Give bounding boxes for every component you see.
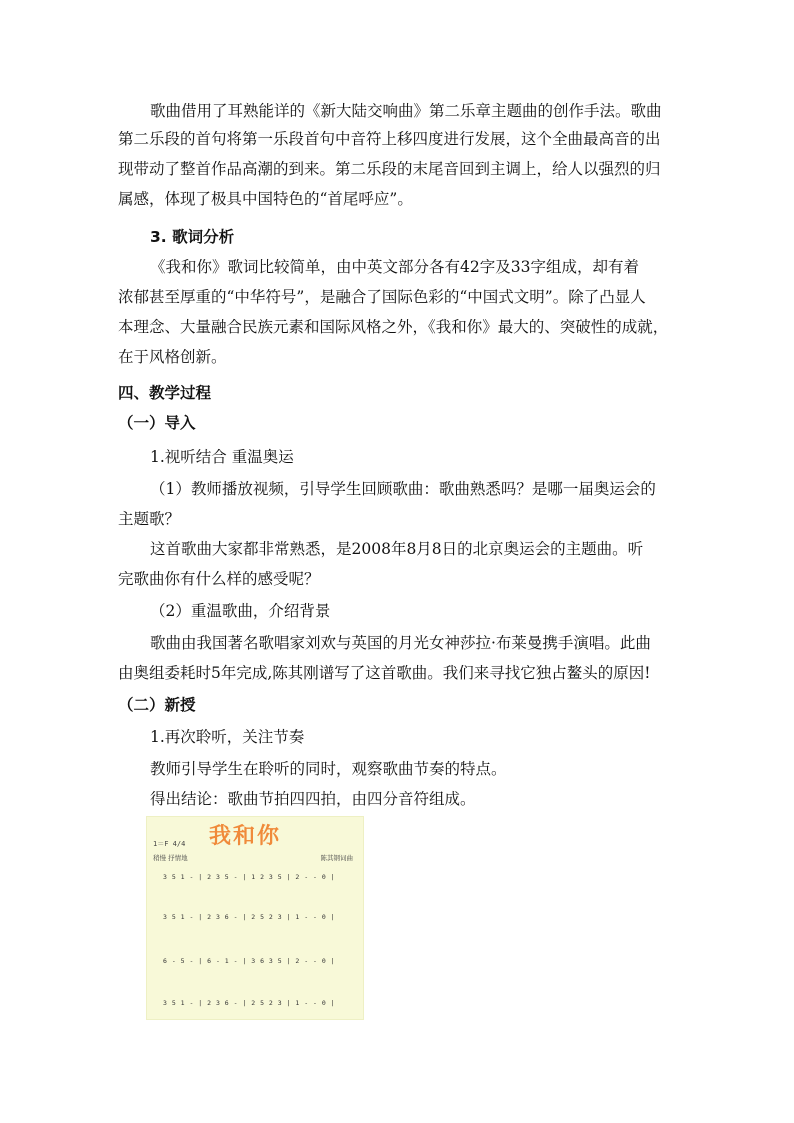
paragraph-line: （1）教师播放视频，引导学生回顾歌曲：歌曲熟悉吗？是哪一届奥运会的 (150, 480, 656, 498)
paragraph-line: （2）重温歌曲，介绍背景 (150, 602, 331, 620)
paragraph-line: 由奥组委耗时5年完成,陈其刚谱写了这首歌曲。我们来寻找它独占鳌头的原因! (118, 664, 651, 682)
paragraph-line: 这首歌曲大家都非常熟悉，是2008年8月8日的北京奥运会的主题曲。听 (150, 540, 644, 558)
paragraph-line: 浓郁甚至厚重的“中华符号”，是融合了国际色彩的“中国式文明”。除了凸显人 (118, 288, 646, 306)
paragraph-line: 主题歌？ (118, 510, 181, 528)
paragraph-line: 《我和你》歌词比较简单，由中英文部分各有42字及33字组成，却有着 (150, 258, 639, 276)
paragraph-line: 属感，体现了极具中国特色的“首尾呼应”。 (118, 190, 413, 208)
paragraph-line: 歌曲由我国著名歌唱家刘欢与英国的月光女神莎拉·布莱曼携手演唱。此曲 (150, 634, 651, 652)
subsection-heading: （一）导入 (118, 414, 196, 432)
paragraph-line: 完歌曲你有什么样的感受呢？ (118, 570, 320, 588)
subsection-heading: （二）新授 (118, 696, 196, 714)
score-row: 3 5 1 - | 2 3 6 - | 2 5 2 3 | 1 - - 0 | (163, 999, 336, 1007)
score-key-signature: 1＝F 4/4 (153, 840, 186, 848)
score-tempo: 稍慢 抒情地 (153, 854, 188, 862)
section-heading: 四、教学过程 (118, 384, 212, 402)
paragraph-line: 得出结论：歌曲节拍四四拍，由四分音符组成。 (150, 790, 476, 808)
paragraph-line: 1.再次聆听，关注节奏 (150, 728, 305, 746)
paragraph-line: 第二乐段的首句将第一乐段首句中音符上移四度进行发展，这个全曲最高音的出 (118, 130, 661, 148)
score-row: 3 5 1 - | 2 3 6 - | 2 5 2 3 | 1 - - 0 | (163, 913, 336, 921)
sheet-music-image (146, 816, 364, 1020)
score-credit: 陈其钢词曲 (320, 854, 353, 862)
paragraph-line: 1.视听结合 重温奥运 (150, 448, 294, 466)
paragraph-line: 本理念、大量融合民族元素和国际风格之外，《我和你》最大的、突破性的成就， (118, 318, 669, 336)
paragraph-line: 歌曲借用了耳熟能详的《新大陆交响曲》第二乐章主题曲的创作手法。歌曲 (150, 102, 662, 120)
score-row: 3 5 1 - | 2 3 5 - | 1 2 3 5 | 2 - - 0 | (163, 873, 336, 881)
paragraph-line: 在于风格创新。 (118, 348, 227, 366)
paragraph-line: 教师引导学生在聆听的同时，观察歌曲节奏的特点。 (150, 760, 507, 778)
paragraph-line: 现带动了整首作品高潮的到来。第二乐段的末尾音回到主调上，给人以强烈的归 (118, 160, 661, 178)
score-row: 6 - 5 - | 6 - 1 - | 3 6 3 5 | 2 - - 0 | (163, 957, 336, 965)
section-heading: 3. 歌词分析 (150, 228, 235, 246)
score-title: 我和你 (209, 824, 282, 849)
